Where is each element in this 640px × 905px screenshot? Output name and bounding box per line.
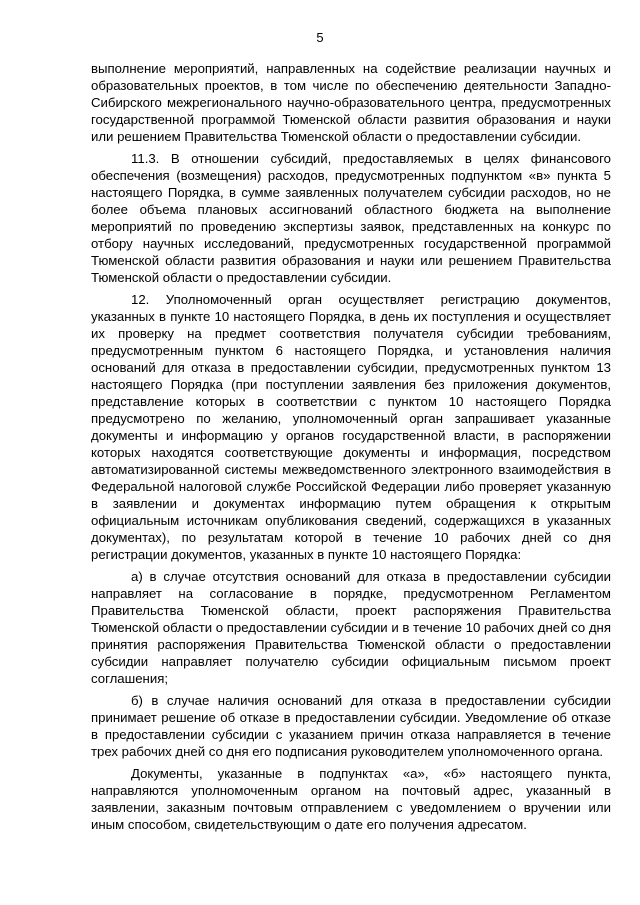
paragraph-documents: Документы, указанные в подпунктах «а», «б» настоящего пункта, направляются уполномоченным органом на почтовый адрес, указанный в заявлении, заказным почтовым отправлением с уведомлением о вручении или иным способом, свидетельствующим о дате его получения адресатом. [91,766,611,832]
paragraph-12: 12. Уполномоченный орган осуществляет регистрацию документов, указанных в пункте 10 настоящего Порядка, в день их поступления и осуществляет их проверку на предмет соответствия получателя субсидии требованиям, предусмотренным пунктом 6 настоящего Порядка, и установления наличия оснований для отказа в предоставлении субсидии, предусмотренных пунктом 13 настоящего Порядка (при поступлении заявления без приложения документов, представление которых в соответствии с пунктом 10 настоящего Порядка предусмотрено по желанию, уполномоченный орган запрашивает указанные документы и информацию у органов государственной власти, в распоряжении которых находятся соответствующие документы и информация, посредством автоматизированной системы межведомственного электронного взаимодействия в Федеральной налоговой службе Российской Федерации либо проверяет указанную в заявлении и документах информацию путем обращения к открытым официальным источникам опубликования сведений, содержащихся в указанных документах), по результатам которой в течение 10 рабочих дней со дня регистрации документов, указанных в пункте 10 настоящего Порядка: [91,292,611,562]
paragraph-12-a: а) в случае отсутствия оснований для отказа в предоставлении субсидии направляет на согласование в порядке, предусмотренном Регламентом Правительства Тюменской области, проект распоряжения Правительства Тюменской области о предоставлении субсидии и в течение 10 рабочих дней со дня принятия распоряжения Правительства Тюменской области о предоставлении субсидии направляет получателю субсидии официальным письмом проект соглашения; [91,569,611,686]
paragraph-11-3: 11.3. В отношении субсидий, предоставляемых в целях финансового обеспечения (возмещения) расходов, предусмотренных подпунктом «в» пункта 5 настоящего Порядка, в сумме заявленных получателем субсидии расходов, но не более объема плановых ассигнований областного бюджета на выполнение мероприятий по проведению экспертизы заявок, представленных на конкурс по отбору научных исследований, предусмотренных государственной программой Тюменской области развития образования и науки или решением Правительства Тюменской области о предоставлении субсидии. [91,151,611,285]
document-body [91,60,611,833]
paragraph-12-b: б) в случае наличия оснований для отказа в предоставлении субсидии принимает решение об отказе в предоставлении субсидии. Уведомление об отказе в предоставлении субсидии с указанием причин отказа направляется в течение трех рабочих дней со дня его подписания руководителем уполномоченного органа. [91,693,611,759]
paragraph-continuation: выполнение мероприятий, направленных на содействие реализации научных и образовательных проектов, в том числе по обеспечению деятельности Западно-Сибирского межрегионального научно-образовательного центра, предусмотренных государственной программой Тюменской области развития образования и науки или решением Правительства Тюменской области о предоставлении субсидии. [91,61,611,144]
page-number: 5 [316,30,324,45]
